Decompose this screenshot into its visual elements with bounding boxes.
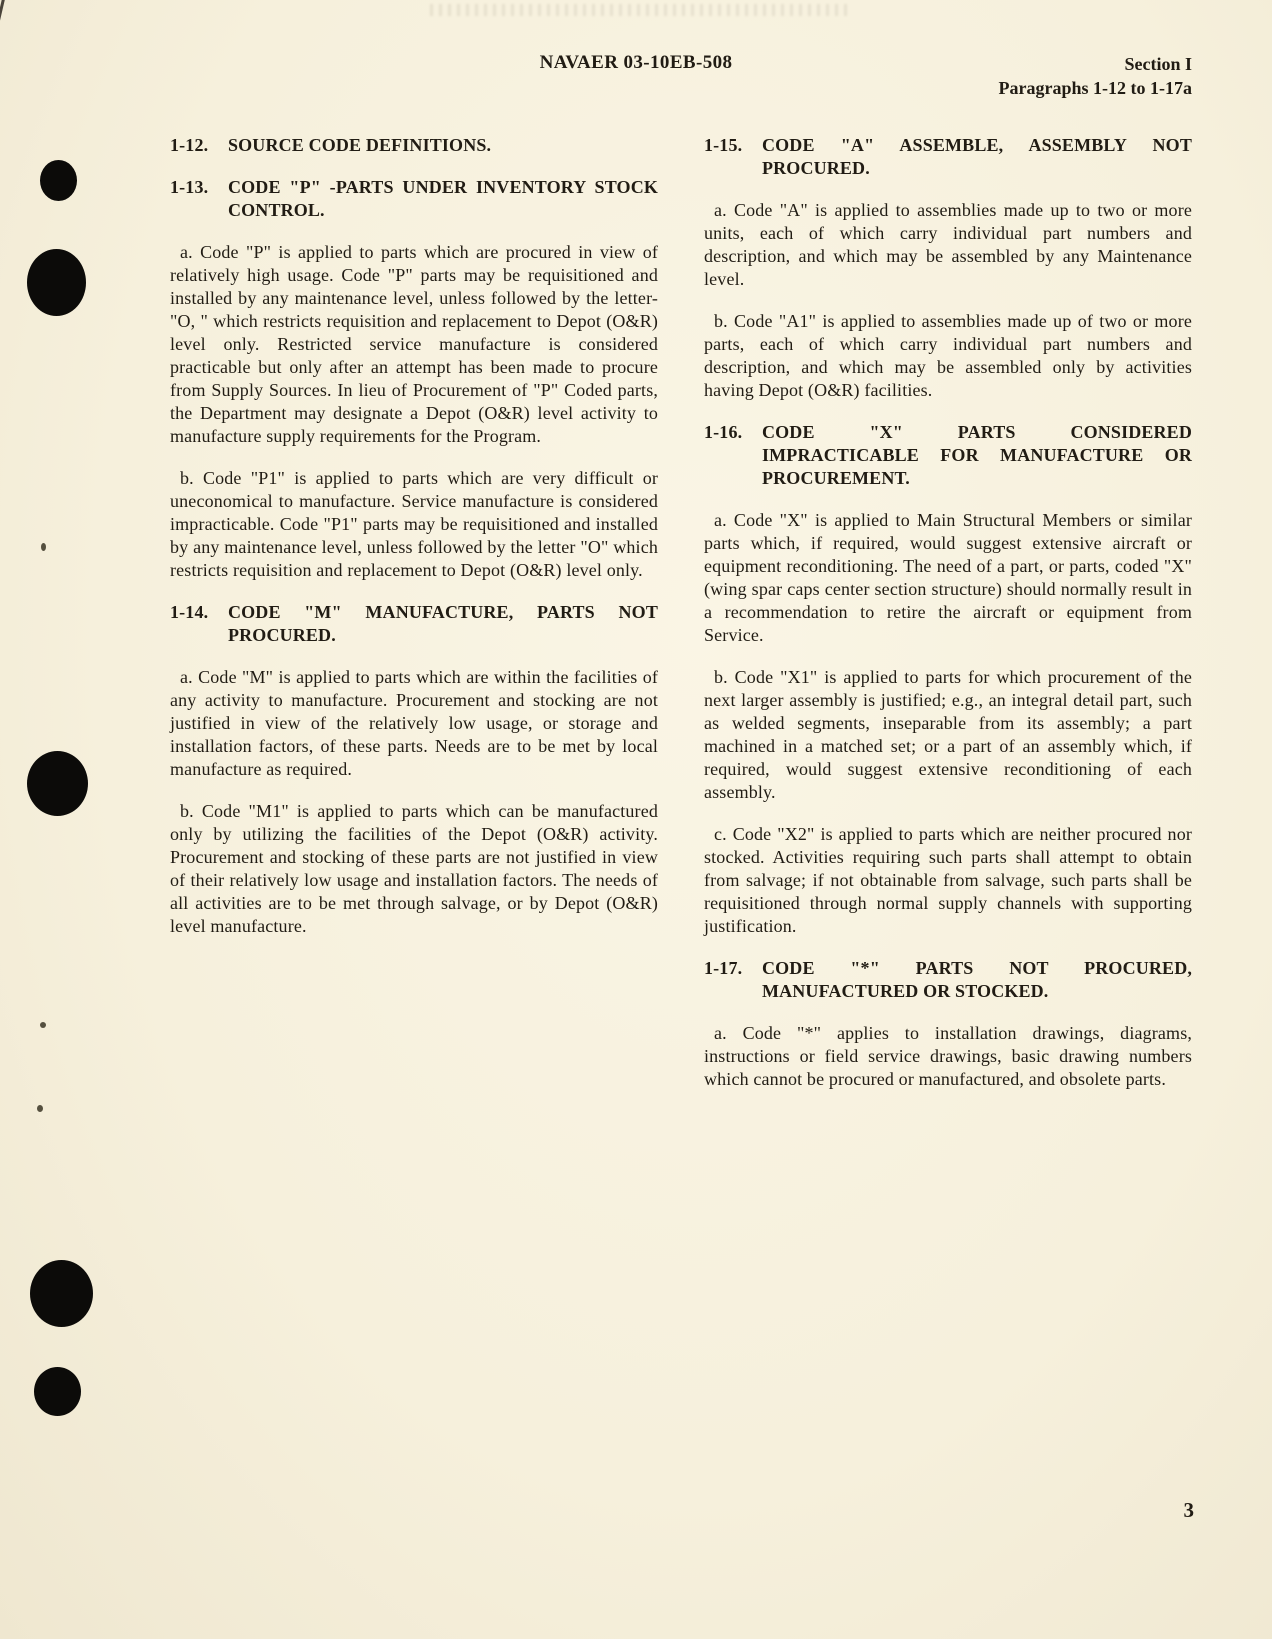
punch-hole (40, 160, 77, 201)
section-heading (170, 134, 658, 157)
paragraph: b. Code "A1" is applied to assemblies made up of two or more parts, each of which carry individual part numbers and description, and which may be assembled only by activities having Depot (O&R) facilities. (704, 311, 1192, 400)
paragraph: b. Code "X1" is applied to parts for which procurement of the next larger assembly is justified; e.g., an integral detail part, such as welded segments, inseparable from its assembly; a part machined in a matched set; or a part of an assembly which, if required, would suggest extensive reconditioning of each assembly. (704, 667, 1192, 802)
paragraph: b. Code "P1" is applied to parts which are very difficult or uneconomical to manufacture. Service manufacture is considered impracticable. Code "P1" parts may be requisitioned and installed by any maintenance level, unless followed by the letter "O" which restricts requisition and replacement to Depot (O&R) level only. (170, 468, 658, 580)
paragraph: a. Code "M" is applied to parts which are within the facilities of any activity to manufacture. Procurement and stocking are not justified in view of the relatively low usage, or storage and installation factors, of these parts. Needs are to be met by local manufacture as required. (170, 667, 658, 779)
heading-text: CODE "M" MANUFACTURE, PARTS NOT PROCURED. (228, 602, 658, 645)
section-heading (704, 134, 1192, 180)
section-label: Section I (1124, 54, 1192, 74)
heading-number: 1-13. (170, 177, 209, 197)
section-heading (704, 421, 1192, 490)
paragraph: c. Code "X2" is applied to parts which are neither procured nor stocked. Activities requiring such parts shall attempt to obtain from salvage; if not obtainable from salvage, such parts shall be requisitioned through normal supply channels with supporting justification. (704, 824, 1192, 936)
header-right (999, 52, 1192, 100)
document-number: NAVAER 03-10EB-508 (539, 52, 733, 73)
heading-text: CODE "X" PARTS CONSIDERED IMPRACTICABLE FOR MANUFACTURE OR PROCUREMENT. (762, 422, 1192, 488)
page-number: 3 (1183, 1498, 1194, 1522)
section-heading (170, 176, 658, 222)
right-column (704, 134, 1192, 1110)
heading-text: CODE "*" PARTS NOT PROCURED, MANUFACTURED OR STOCKED. (762, 958, 1192, 1001)
heading-number: 1-14. (170, 602, 209, 622)
paragraph: a. Code "X" is applied to Main Structural Members or similar parts which, if required, would suggest extensive aircraft or equipment reconditioning. The need of a part, or parts, coded "X" (wing spar caps center section structure) should normally result in a recommendation to retire the aircraft or equipment from Service. (704, 510, 1192, 645)
scan-speck (40, 1022, 46, 1028)
paragraph: b. Code "M1" is applied to parts which can be manufactured only by utilizing the facilities of the Depot (O&R) activity. Procurement and stocking of these parts are not justified in view of their relatively low usage and installation factors. The needs of all activities are to be met through salvage, or by Depot (O&R) level manufacture. (170, 801, 658, 936)
text-columns (170, 134, 1192, 1110)
paragraph: a. Code "P" is applied to parts which are procured in view of relatively high usage. Code "P" parts may be requisitioned and installed by any maintenance level, unless followed by the letter- "O, " which restricts requisition and replacement to Depot (O&R) level only. Restricted service manufacture is considered practicable but only after an attempt has been made to procure from Supply Sources. In lieu of Procurement of "P" Coded parts, the Department may designate a Depot (O&R) level activity to manufacture supply requirements for the Program. (170, 242, 658, 446)
scan-speck (37, 1105, 43, 1112)
punch-hole (34, 1367, 81, 1416)
left-column (170, 134, 658, 1110)
punch-hole (27, 751, 88, 816)
paragraph-range-label: Paragraphs 1-12 to 1-17a (998, 78, 1192, 98)
scan-smudge (430, 4, 850, 16)
heading-number: 1-15. (704, 135, 743, 155)
paragraph: a. Code "A" is applied to assemblies made up to two or more units, each of which carry individual part numbers and description, and which may be assembled by any Maintenance level. (704, 200, 1192, 289)
punch-hole (27, 249, 86, 316)
punch-hole (30, 1260, 93, 1327)
heading-number: 1-12. (170, 135, 209, 155)
heading-number: 1-16. (704, 422, 743, 442)
section-heading (704, 957, 1192, 1003)
heading-number: 1-17. (704, 958, 743, 978)
heading-text: CODE "A" ASSEMBLE, ASSEMBLY NOT PROCURED. (762, 135, 1192, 178)
section-heading (170, 601, 658, 647)
paragraph: a. Code "*" applies to installation drawings, diagrams, instructions or field service drawings, basic drawing numbers which cannot be procured or manufactured, and obsolete parts. (704, 1023, 1192, 1089)
heading-text: CODE "P" -PARTS UNDER INVENTORY STOCK CONTROL. (228, 177, 658, 220)
scan-speck (41, 543, 46, 551)
heading-text: SOURCE CODE DEFINITIONS. (228, 135, 492, 155)
